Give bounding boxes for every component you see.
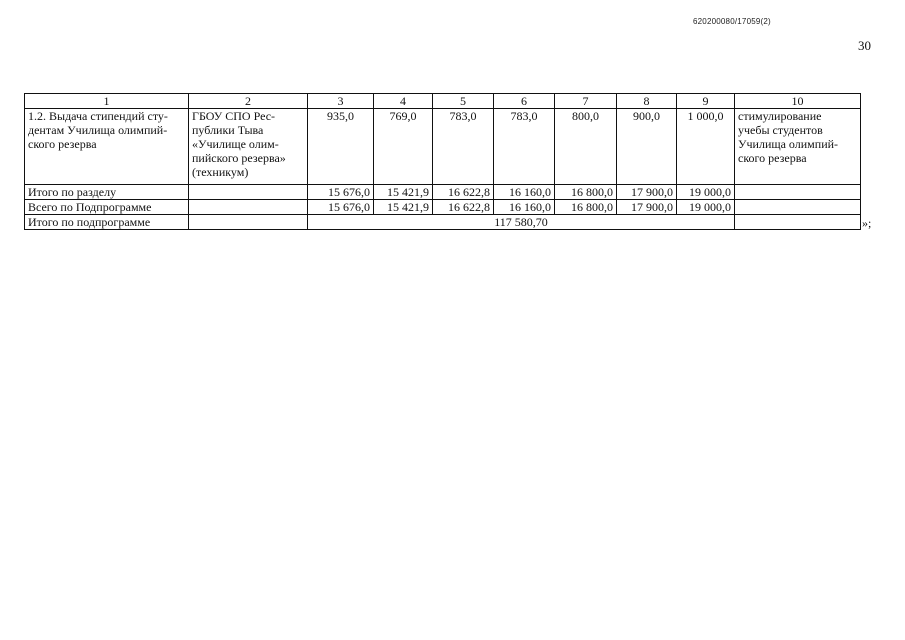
executor-line: (техникум): [192, 165, 249, 179]
table-header-row: [25, 94, 861, 109]
grand-total-value: 117 580,70: [308, 215, 735, 230]
measure-name-line: дентам Училища олимпий-: [28, 123, 168, 137]
column-header: 6: [494, 94, 555, 109]
value-cell: 16 800,0: [555, 185, 617, 200]
table-row-section-total: [25, 185, 861, 200]
value-cell: 19 000,0: [677, 200, 735, 215]
result-line: учебы студентов: [738, 123, 823, 137]
value-cell: 16 800,0: [555, 200, 617, 215]
value-cell: 16 160,0: [494, 185, 555, 200]
column-header: 5: [433, 94, 494, 109]
value-cell: 769,0: [374, 109, 433, 185]
value-cell: 783,0: [494, 109, 555, 185]
value-cell: 800,0: [555, 109, 617, 185]
column-header: 1: [25, 94, 189, 109]
result-line: Училища олимпий-: [738, 137, 839, 151]
executor-line: публики Тыва: [192, 123, 264, 137]
value-cell: 15 676,0: [308, 200, 374, 215]
empty-cell: [189, 185, 308, 200]
value-cell: 15 676,0: [308, 185, 374, 200]
measure-name-line: 1.2. Выдача стипендий сту-: [28, 109, 168, 123]
table-row-grand-total: [25, 215, 861, 230]
result-line: ского резерва: [738, 151, 807, 165]
result-cell: [735, 109, 861, 185]
executor-cell: [189, 109, 308, 185]
table-row-scholarships: [25, 109, 861, 185]
value-cell: 17 900,0: [617, 185, 677, 200]
value-cell: 1 000,0: [677, 109, 735, 185]
column-header: 2: [189, 94, 308, 109]
column-header: 8: [617, 94, 677, 109]
value-cell: 16 622,8: [433, 185, 494, 200]
column-header: 4: [374, 94, 433, 109]
row-label: Итого по подпрограмме: [25, 215, 189, 230]
measure-name-line: ского резерва: [28, 137, 97, 151]
closing-quote-mark: »;: [862, 216, 872, 230]
value-cell: 15 421,9: [374, 185, 433, 200]
empty-cell: [735, 215, 861, 230]
empty-cell: [189, 215, 308, 230]
executor-line: «Училище олим-: [192, 137, 279, 151]
empty-cell: [735, 185, 861, 200]
table-row-subprogram-total: [25, 200, 861, 215]
result-line: стимулирование: [738, 109, 822, 123]
executor-line: ГБОУ СПО Рес-: [192, 109, 276, 123]
measure-name-cell: [25, 109, 189, 185]
column-header: 9: [677, 94, 735, 109]
row-label: Итого по разделу: [25, 185, 189, 200]
empty-cell: [735, 200, 861, 215]
column-header: 10: [735, 94, 861, 109]
column-header: 7: [555, 94, 617, 109]
value-cell: 15 421,9: [374, 200, 433, 215]
column-header: 3: [308, 94, 374, 109]
value-cell: 783,0: [433, 109, 494, 185]
value-cell: 19 000,0: [677, 185, 735, 200]
program-table: [24, 93, 861, 230]
row-label: Всего по Подпрограмме: [25, 200, 189, 215]
empty-cell: [189, 200, 308, 215]
value-cell: 17 900,0: [617, 200, 677, 215]
value-cell: 16 622,8: [433, 200, 494, 215]
value-cell: 900,0: [617, 109, 677, 185]
page-number: 30: [858, 38, 871, 53]
value-cell: 16 160,0: [494, 200, 555, 215]
value-cell: 935,0: [308, 109, 374, 185]
document-code: 620200080/17059(2): [693, 17, 771, 26]
executor-line: пийского резерва»: [192, 151, 286, 165]
